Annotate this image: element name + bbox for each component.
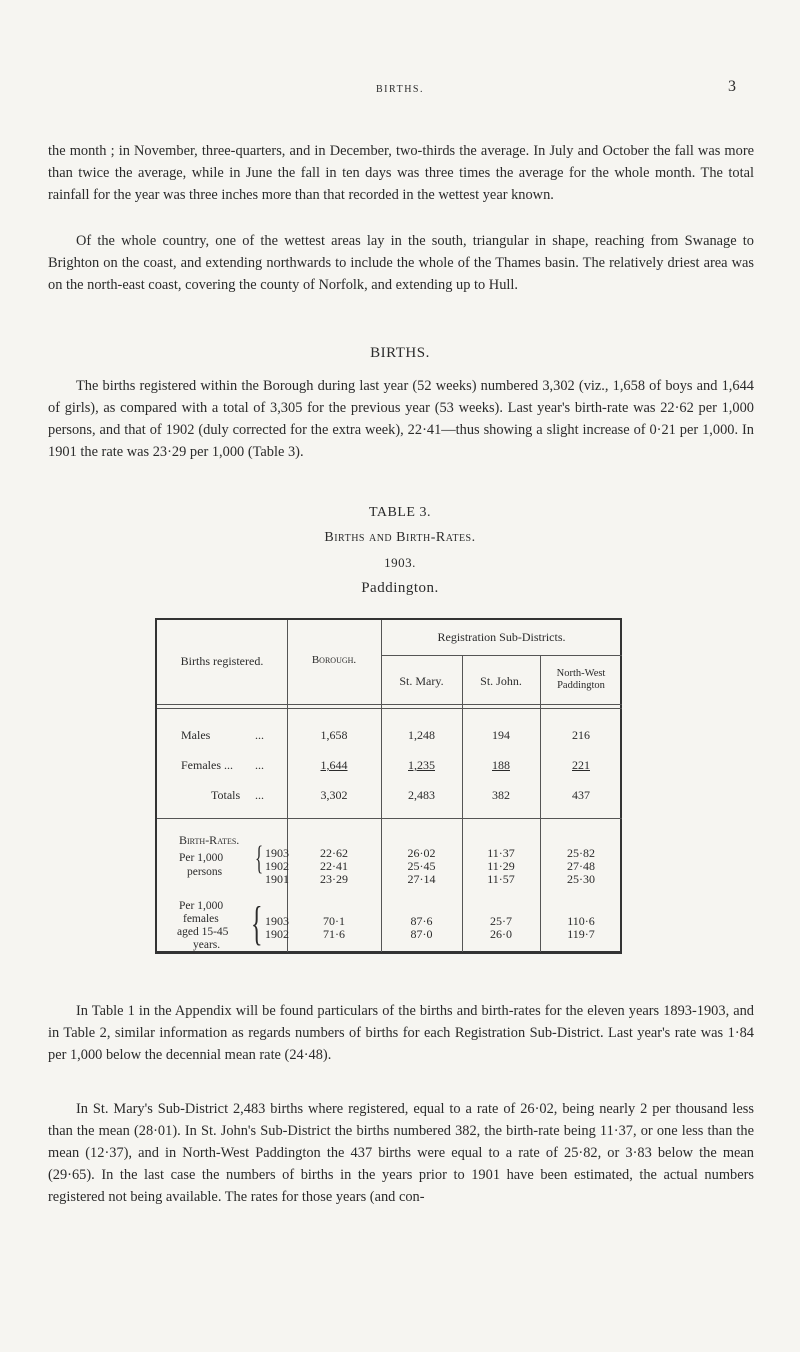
females-nw: 221 — [572, 758, 590, 772]
row-label-females: Females ... — [181, 758, 233, 772]
rate-st-mary-2: 27·14 — [407, 872, 436, 886]
running-head: BIRTHS. — [376, 84, 424, 95]
header-sub-districts: Registration Sub-Districts. — [437, 630, 566, 644]
table-subtitle: Births and Birth-Rates. — [324, 530, 476, 545]
fem-borough-1: 71·6 — [323, 927, 345, 941]
totals-st-mary: 2,483 — [408, 788, 435, 802]
row-label-males: Males — [181, 728, 211, 742]
females-st-john-wrap — [462, 758, 540, 773]
fem-st-mary-1: 87·0 — [410, 927, 433, 941]
fem-label-1: Per 1,000 — [179, 900, 224, 912]
rate-st-mary-1: 25·45 — [407, 859, 436, 873]
males-nw: 216 — [572, 728, 590, 742]
females-st-john: 188 — [492, 758, 510, 772]
rate-year-2: 1901 — [265, 872, 289, 886]
page-header — [0, 78, 800, 104]
per-1000-label-2: persons — [187, 866, 223, 878]
row-dots-totals: ... — [255, 788, 264, 802]
totals-borough: 3,302 — [320, 788, 348, 802]
fem-label-4: years. — [193, 939, 221, 951]
header-rule — [157, 704, 622, 705]
col-divider-2 — [381, 620, 382, 952]
paragraph-rainfall-1: the month ; in November, three-quarters, and in December, two-thirds the average. In July and October the fall was more than twice the average, while in June the fall in ten days was three times the average for the whole month. The total rainfall for the year was three inches more than that recorded in the wettest year known. — [48, 143, 754, 203]
rate-nw-1: 27·48 — [567, 859, 595, 873]
rate-borough-1: 22·41 — [320, 859, 348, 873]
fem-label-3: aged 15-45 — [177, 926, 229, 938]
fem-year-1: 1902 — [265, 927, 289, 941]
header-borough: Borough. — [311, 654, 357, 666]
header-rule-double — [157, 708, 622, 709]
females-nw-wrap — [540, 758, 622, 773]
fem-nw-0: 110·6 — [567, 914, 595, 928]
fem-label-2: females — [183, 913, 219, 925]
col-divider-1 — [287, 620, 288, 952]
per-1000-label-1: Per 1,000 — [179, 852, 224, 864]
row-dots-females: ... — [255, 758, 264, 772]
table-place: Paddington. — [361, 580, 439, 596]
page-number: 3 — [728, 78, 736, 95]
fem-nw-1: 119·7 — [567, 927, 595, 941]
header-subline — [381, 655, 622, 656]
males-borough: 1,658 — [320, 728, 348, 742]
males-st-mary: 1,248 — [408, 728, 435, 742]
fem-st-mary-0: 87·6 — [410, 914, 433, 928]
females-borough: 1,644 — [320, 758, 348, 772]
brace-females: { — [251, 897, 263, 950]
births-table — [155, 618, 622, 954]
totals-nw: 437 — [572, 788, 590, 802]
fem-borough-0: 70·1 — [323, 914, 345, 928]
rate-st-john-2: 11·57 — [487, 872, 515, 886]
totals-st-john: 382 — [492, 788, 510, 802]
row-label-totals: Totals — [211, 788, 241, 802]
brace-persons: { — [255, 840, 264, 877]
section-heading-births: BIRTHS. — [370, 345, 430, 361]
fem-st-john-1: 26·0 — [490, 927, 512, 941]
table-title: TABLE 3. — [369, 505, 431, 520]
paragraph-sub-districts: In St. Mary's Sub-District 2,483 births where registered, equal to a rate of 26·02, being nearly 2 per thousand less than the mean (28·01). In St. John's Sub-District the births numbered 382, the birth-rate being 11·37, or one less than the mean (12·37), and in North-West Paddington the 437 births were equal to a rate of 25·82, or 3·83 below the mean (29·65). In the last case the numbers of births in the years prior to 1901 have been estimated, the actual numbers registered not being available. The rates for those years (and con- — [48, 1101, 754, 1205]
rate-year-0: 1903 — [265, 846, 289, 860]
rate-nw-2: 25·30 — [567, 872, 595, 886]
col-divider-3 — [462, 656, 463, 952]
rate-borough-0: 22·62 — [320, 846, 348, 860]
paragraph-appendix: In Table 1 in the Appendix will be found particulars of the births and birth-rates for the eleven years 1893-1903, and in Table 2, similar information as regards numbers of births for each Registration Sub-District. Last year's rate was 1·84 per 1,000 below the decennial mean rate (24·48). — [48, 1003, 754, 1063]
females-borough-wrap — [287, 758, 381, 773]
row-dots-males: ... — [255, 728, 264, 742]
table-year: 1903. — [384, 555, 416, 570]
fem-st-john-0: 25·7 — [490, 914, 512, 928]
females-st-mary-wrap — [381, 758, 462, 773]
rate-nw-0: 25·82 — [567, 846, 595, 860]
rate-borough-2: 23·29 — [320, 872, 348, 886]
rate-st-john-0: 11·37 — [487, 846, 515, 860]
birth-rates-label: Birth-Rates. — [179, 833, 240, 847]
rate-year-1: 1902 — [265, 859, 289, 873]
rate-st-john-1: 11·29 — [487, 859, 515, 873]
header-nw-2: Paddington — [557, 680, 605, 691]
paragraph-rainfall-2: Of the whole country, one of the wettest areas lay in the south, triangular in shape, reaching from Swanage to Brighton on the coast, and extending northwards to include the whole of the Thames basin. The relatively driest area was on the north-east coast, covering the county of Norfolk, and extending up to Hull. — [48, 233, 754, 293]
males-st-john: 194 — [492, 728, 510, 742]
header-births-registered: Births registered. — [180, 654, 264, 668]
females-st-mary: 1,235 — [408, 758, 435, 772]
col-divider-4 — [540, 656, 541, 952]
header-st-john: St. John. — [480, 674, 522, 688]
rate-st-mary-0: 26·02 — [407, 846, 436, 860]
header-st-mary: St. Mary. — [399, 674, 444, 688]
header-nw-1: North-West — [556, 668, 606, 679]
section-rule — [157, 818, 622, 819]
fem-year-0: 1903 — [265, 914, 289, 928]
paragraph-births: The births registered within the Borough during last year (52 weeks) numbered 3,302 (viz., 1,658 of boys and 1,644 of girls), as compared with a total of 3,305 for the previous year (53 weeks). Last year's birth-rate was 22·62 per 1,000 persons, and that of 1902 (duly corrected for the extra week), 22·41—thus showing a slight increase of 0·21 per 1,000. In 1901 the rate was 23·29 per 1,000 (Table 3). — [48, 378, 754, 460]
